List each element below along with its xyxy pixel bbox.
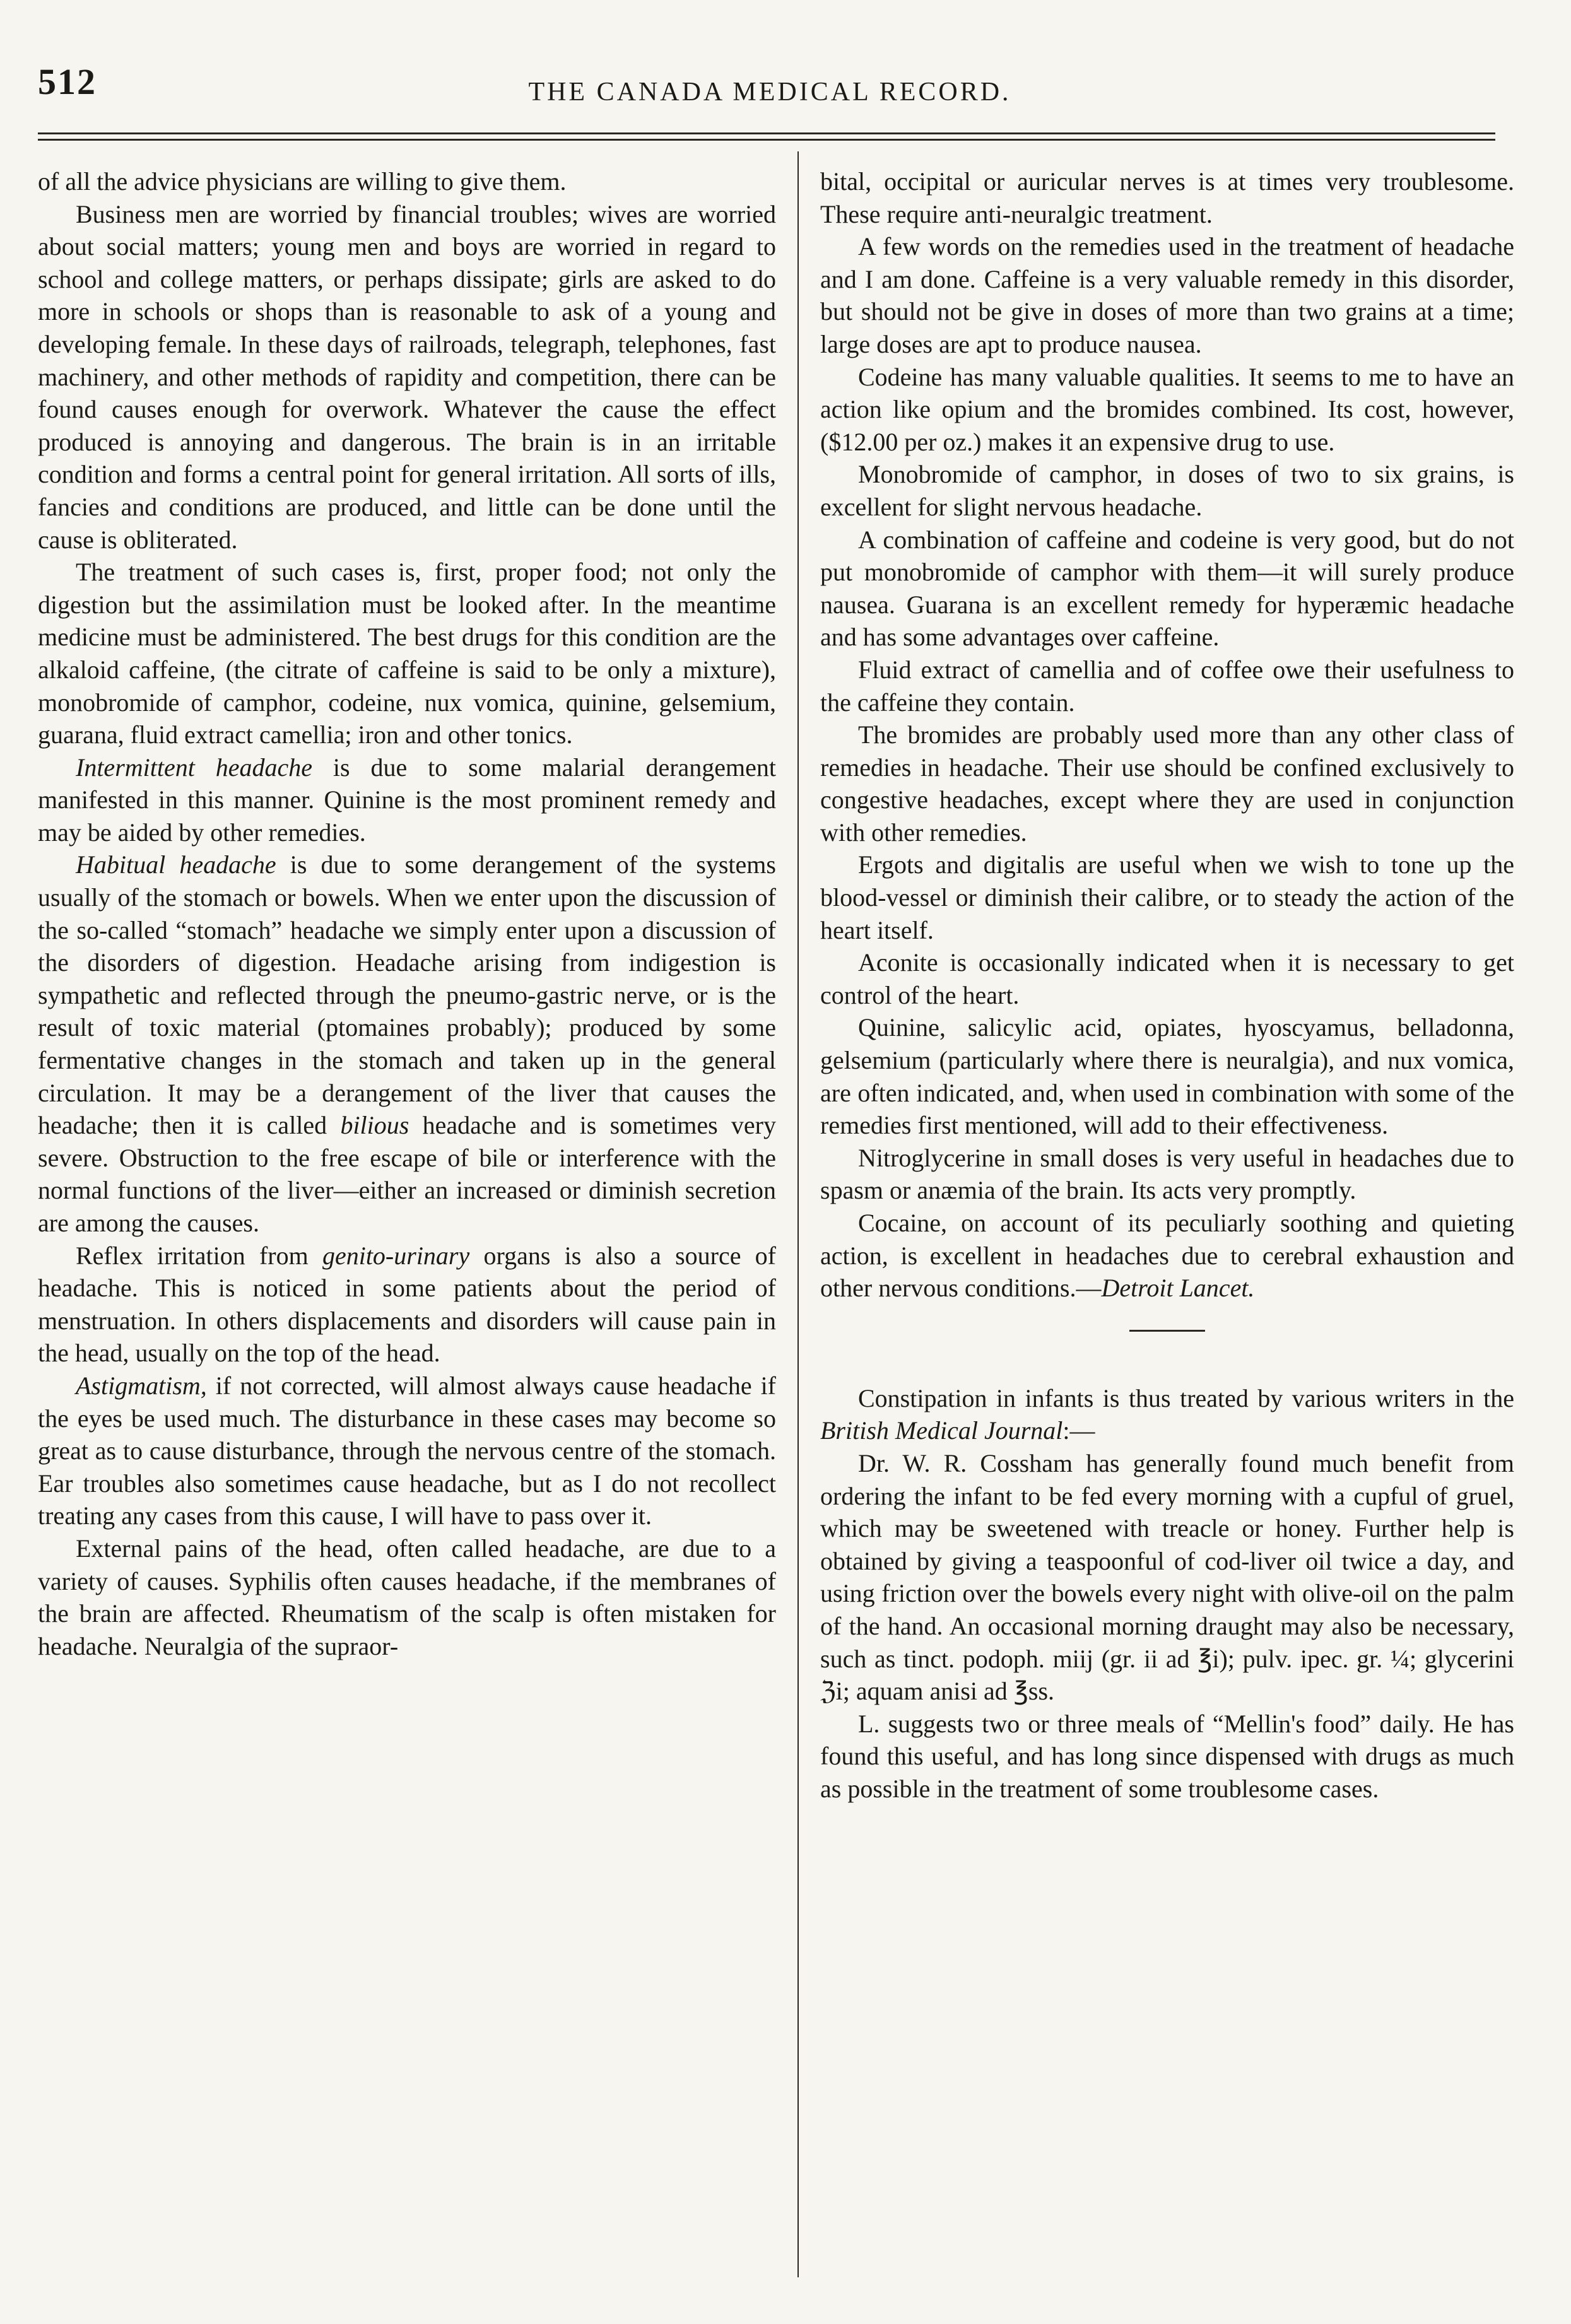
paragraph xyxy=(38,1370,776,1532)
paragraph: of all the advice physicians are willing to give them. xyxy=(38,167,567,196)
page-number: 512 xyxy=(38,61,97,102)
paragraph: A few words on the remedies used in the treatment of headache and I am done. Caffeine is a very valuable remedy in this disorder, but should not be give in doses of more than two grains at a time; large doses are apt to produce nausea. xyxy=(820,232,1514,358)
section-separator xyxy=(1129,1330,1205,1332)
paragraph xyxy=(38,848,776,1239)
paragraph xyxy=(820,1207,1514,1305)
paragraph: Codeine has many valuable qualities. It seems to me to have an action like opium and the bromides combined. Its cost, however, ($12.00 per oz.) makes it an expensive drug to use. xyxy=(820,362,1514,456)
paragraph: L. suggests two or three meals of “Mellin's food” daily. He has found this useful, and has long since dispensed with drugs as much as possible in the treatment of some troublesome cases. xyxy=(820,1709,1514,1803)
emphasis: bilious xyxy=(340,1111,409,1140)
emphasis: genito-urinary xyxy=(322,1241,470,1270)
left-column xyxy=(38,165,776,1662)
running-header xyxy=(38,61,1502,117)
emphasis: Habitual headache xyxy=(76,850,276,879)
paragraph: Dr. W. R. Cossham has generally found much benefit from ordering the infant to be fed every morning with a cupful of gruel, which may be sweetened with treacle or honey. Further help is obtained by giving a teaspoonful of cod-liver oil twice a day, and using friction over the bowels every night with olive-oil on the palm of the hand. An occasional morning draught may also be necessary, such as tinct. podoph. miij (gr. ii ad ℥i); pulv. ipec. gr. ¼; glycerini ℨi; aquam anisi ad ℥ss. xyxy=(820,1448,1514,1706)
emphasis: Intermittent headache xyxy=(76,753,313,782)
column-divider xyxy=(797,151,799,2277)
paragraph-text: is due to some derangement of the systems usually of the stomach or bowels. When we enter upon the discussion of the so-called “stomach” headache we simply enter upon a discussion of the disorders of digestion. Headache arising from indigestion is sympathetic and reflected through the pneumo-gastric nerve, or is the result of toxic material (ptomaines probably); produced by some fermentative changes in the stomach and taken up in the general circulation. It may be a derangement of the liver that causes the headache; then it is called xyxy=(38,850,776,1140)
paragraph xyxy=(38,1240,776,1370)
paragraph: The treatment of such cases is, first, proper food; not only the digestion but the assimilation must be looked after. In the meantime medicine must be administered. The best drugs for this condition are the alkaloid caffeine, (the citrate of caffeine is said to be only a mixture), monobromide of camphor, codeine, nux vomica, quinine, gelsemium, guarana, fluid extract camellia; iron and other tonics. xyxy=(38,558,776,749)
paragraph xyxy=(38,751,776,849)
paragraph-text: if not corrected, will almost always cause headache if the eyes be used much. The disturbance in these cases may become so great as to cause disturbance, through the nervous centre of the stomach. Ear troubles also sometimes cause headache, but as I do not recollect treating any cases from this cause, I will have to pass over it. xyxy=(38,1371,776,1530)
paragraph: Monobromide of camphor, in doses of two to six grains, is excellent for slight nervous headache. xyxy=(820,460,1514,521)
paragraph: The bromides are probably used more than any other class of remedies in headache. Their use should be confined exclusively to congestive headaches, except where they are used in conjunction with other remedies. xyxy=(820,720,1514,847)
paragraph: Aconite is occasionally indicated when it is necessary to get control of the heart. xyxy=(820,948,1514,1009)
paragraph: Quinine, salicylic acid, opiates, hyoscyamus, belladonna, gelsemium (particularly where there is neuralgia), and nux vomica, are often indicated, and, when used in combination with some of the remedies first mentioned, will add to their effectiveness. xyxy=(820,1013,1514,1140)
paragraph: bital, occipital or auricular nerves is at times very troublesome. These require anti-neuralgic treatment. xyxy=(820,167,1514,228)
paragraph: Nitroglycerine in small doses is very useful in headaches due to spasm or anæmia of the brain. Its acts very promptly. xyxy=(820,1143,1514,1205)
header-rule xyxy=(38,132,1495,134)
paragraph: External pains of the head, often called headache, are due to a variety of causes. Syphilis often causes headache, if the membranes of the brain are affected. Rheumatism of the scalp is often mistaken for headache. Neuralgia of the supraor- xyxy=(38,1534,776,1660)
paragraph: Business men are worried by financial troubles; wives are worried about social matters; young men and boys are worried in regard to school and college matters, or perhaps dissipate; girls are asked to do more in schools or shops than is reasonable to ask of a young and developing female. In these days of railroads, telegraph, telephones, fast machinery, and other methods of rapidity and competition, there can be found causes enough for overwork. Whatever the cause the effect produced is annoying and dangerous. The brain is in an irritable condition and forms a central point for general irritation. All sorts of ills, fancies and conditions are produced, and little can be done until the cause is obliterated. xyxy=(38,199,776,554)
paragraph: Ergots and digitalis are useful when we wish to tone up the blood-vessel or diminish their calibre, or to steady the action of the heart itself. xyxy=(820,850,1514,944)
header-rule-double xyxy=(38,139,1495,141)
emphasis: Astigmatism, xyxy=(76,1371,207,1400)
right-column xyxy=(820,165,1514,1805)
paragraph xyxy=(820,1382,1514,1447)
paragraph-text: headache and is sometimes very severe. Obstruction to the free escape of bile or interference with the normal functions of the liver—either an increased or diminish secretion are among the causes. xyxy=(38,1111,776,1237)
paragraph-text: is due to some malarial derangement manifested in this manner. Quinine is the most prominent remedy and may be aided by other remedies. xyxy=(38,753,777,847)
journal-title: THE CANADA MEDICAL RECORD. xyxy=(528,78,1011,107)
paragraph-text: Reflex irritation from xyxy=(76,1241,322,1270)
paragraph-text: organs is also a source of headache. This is noticed in some patients about the period of menstruation. In others displacements and disorders will cause pain in the head, usually on the top of the head. xyxy=(38,1241,776,1368)
paragraph-text: :— xyxy=(1062,1416,1095,1445)
journal-citation: British Medical Journal xyxy=(820,1416,1063,1445)
paragraph-text: Cocaine, on account of its peculiarly soothing and quieting action, is excellent in headaches due to cerebral exhaustion and other nervous conditions.— xyxy=(820,1209,1514,1303)
paragraph: A combination of caffeine and codeine is very good, but do not put monobromide of camphor with them—it will surely produce nausea. Guarana is an excellent remedy for hyperæmic headache and has some advantages over caffeine. xyxy=(820,525,1514,652)
source-citation: Detroit Lancet. xyxy=(1101,1274,1255,1303)
paragraph-text: Constipation in infants is thus treated by various writers in the xyxy=(858,1383,1514,1412)
paragraph: Fluid extract of camellia and of coffee owe their usefulness to the caffeine they contain. xyxy=(820,655,1514,717)
